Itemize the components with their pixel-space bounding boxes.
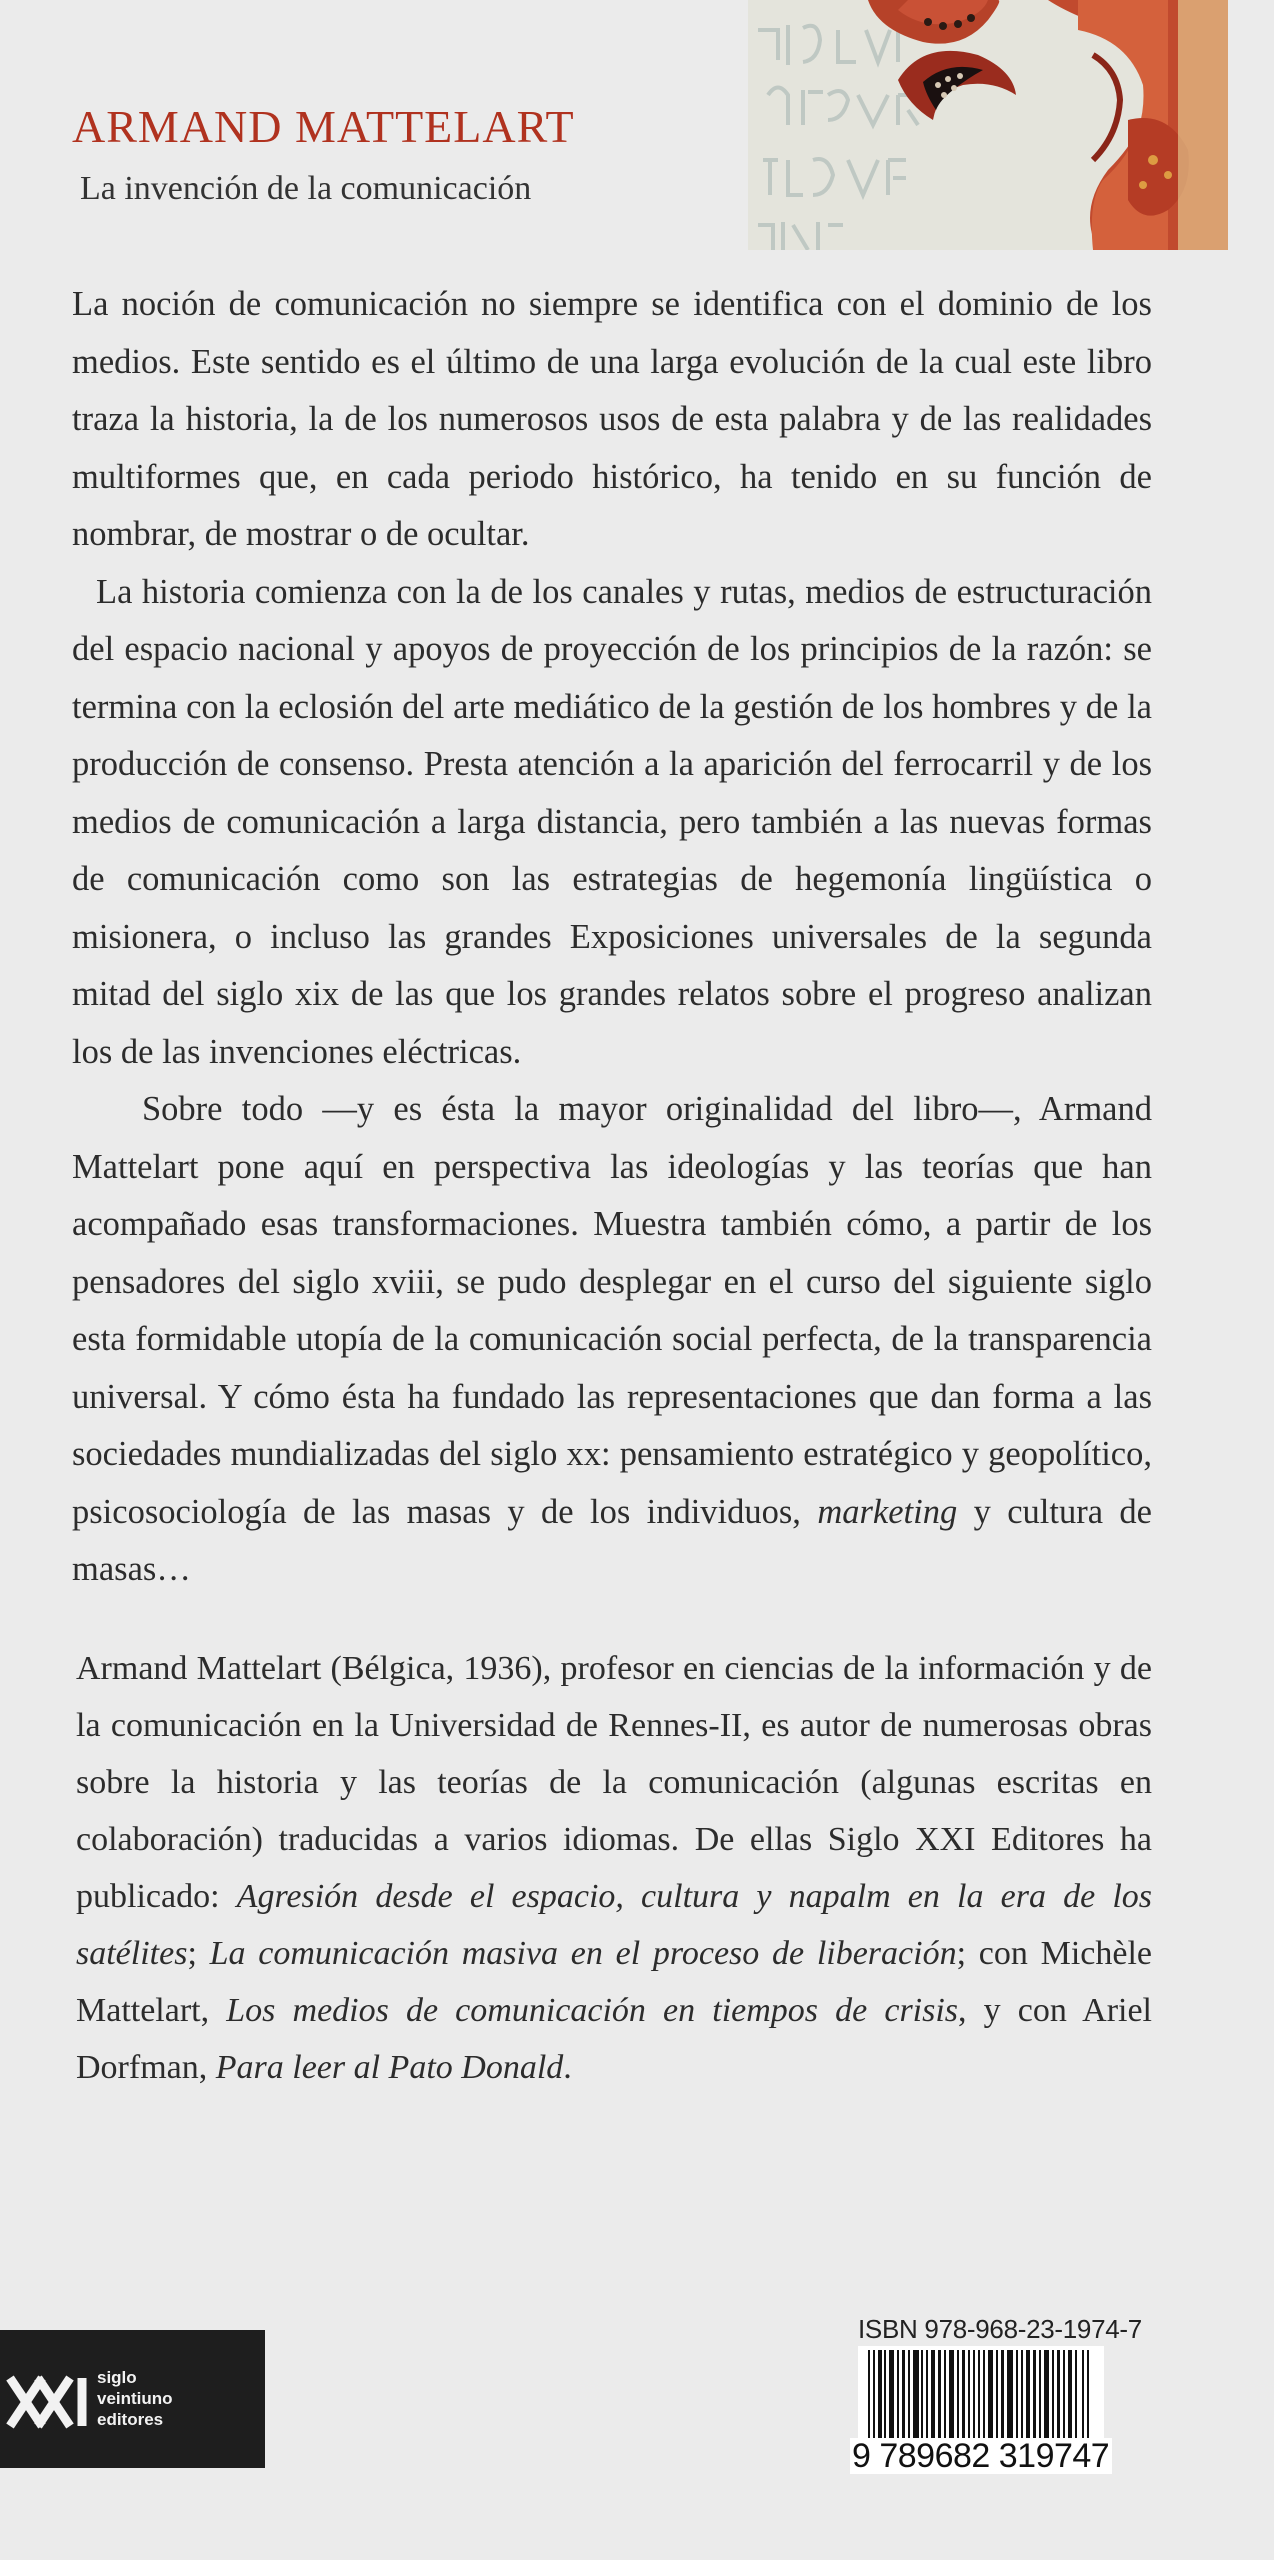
book-title: La invención de la comunicación — [80, 170, 532, 207]
publisher-logo-mark-icon — [6, 2372, 92, 2432]
blurb-paragraph — [72, 1081, 1152, 1599]
blurb-paragraph: La noción de comunicación no siempre se identifica con el dominio de los medios. Este sentido es el último de una larga evolución de la cual este libro traza la historia, la de los numerosos usos de esta palabra y de las realidades multiformes que, en cada periodo histórico, ha tenido en su función de nombrar, de mostrar o de ocultar. — [72, 285, 1152, 553]
bio-text: ; — [187, 1935, 210, 1972]
bio-paragraph — [76, 1640, 1152, 2096]
blurb-text: Sobre todo —y es ésta la mayor originalidad del libro—, Armand Mattelart pone aquí en perspectiva las ideologías y las teorías que han acompañado esas transformaciones. Muestra también cómo, a partir de los pensadores del siglo xviii, se pudo desplegar en el curso del siguiente siglo esta formidable utopía de la comunicación social perfecta, de la transparencia universal. Y cómo ésta ha fundado las representaciones que dan forma a las sociedades mundializadas del siglo xx: pensamiento estratégico y geopolítico, psicosociología de las masas y de los individuos, — [72, 1090, 1152, 1531]
publisher-line: editores — [97, 2410, 164, 2429]
author-bio — [76, 1640, 1152, 2096]
bio-text: ; con Michèle Mattelart, — [76, 1935, 1152, 2029]
publisher-line: veintiuno — [97, 2389, 173, 2408]
isbn-label: ISBN 978-968-23-1974-7 — [858, 2314, 1142, 2344]
cover-artwork — [748, 0, 1228, 250]
book-reference: Para leer al Pato Donald — [215, 2049, 564, 2086]
publisher-logo — [0, 2330, 265, 2468]
barcode-digits: 9 789682 319747 — [850, 2438, 1112, 2474]
book-reference: Los medios de comunicación en tiempos de crisis — [226, 1992, 959, 2029]
emphasis-text: marketing — [817, 1492, 958, 1531]
book-reference: La comunicación masiva en el proceso de liberación — [209, 1935, 957, 1972]
publisher-line: siglo — [97, 2368, 137, 2387]
blurb-text: y cultura de masas… — [72, 1492, 1152, 1588]
blurb — [72, 276, 1152, 1599]
bio-text: , y con Ariel Dorfman, — [76, 1992, 1153, 2086]
bio-text: . — [563, 2049, 572, 2086]
blurb-paragraph: La historia comienza con la de los canales y rutas, medios de estructuración del espacio nacional y apoyos de proyección de los principios de la razón: se termina con la eclosión del arte mediático de la gestión de los hombres y de la producción de consenso. Presta atención a la aparición del ferrocarril y de los medios de comunicación a larga distancia, pero también a las nuevas formas de comunicación como son las estrategias de hegemonía lingüística o misionera, o incluso las grandes Exposiciones universales de la segunda mitad del siglo xix de las que los grandes relatos sobre el progreso analizan los de las invenciones eléctricas. — [72, 572, 1152, 1071]
bio-text: Armand Mattelart (Bélgica, 1936), profesor en ciencias de la información y de la comunicación en la Universidad de Rennes-II, es autor de numerosas obras sobre la historia y las teorías de la comunicación (algunas escritas en colaboración) traducidas a varios idiomas. De ellas Siglo XXI Editores ha publicado: — [76, 1650, 1152, 1915]
book-reference: Agresión desde el espacio, cultura y napalm en la era de los satélites — [76, 1878, 1152, 1972]
author-name: ARMAND MATTELART — [72, 101, 575, 152]
publisher-name — [97, 2367, 173, 2430]
